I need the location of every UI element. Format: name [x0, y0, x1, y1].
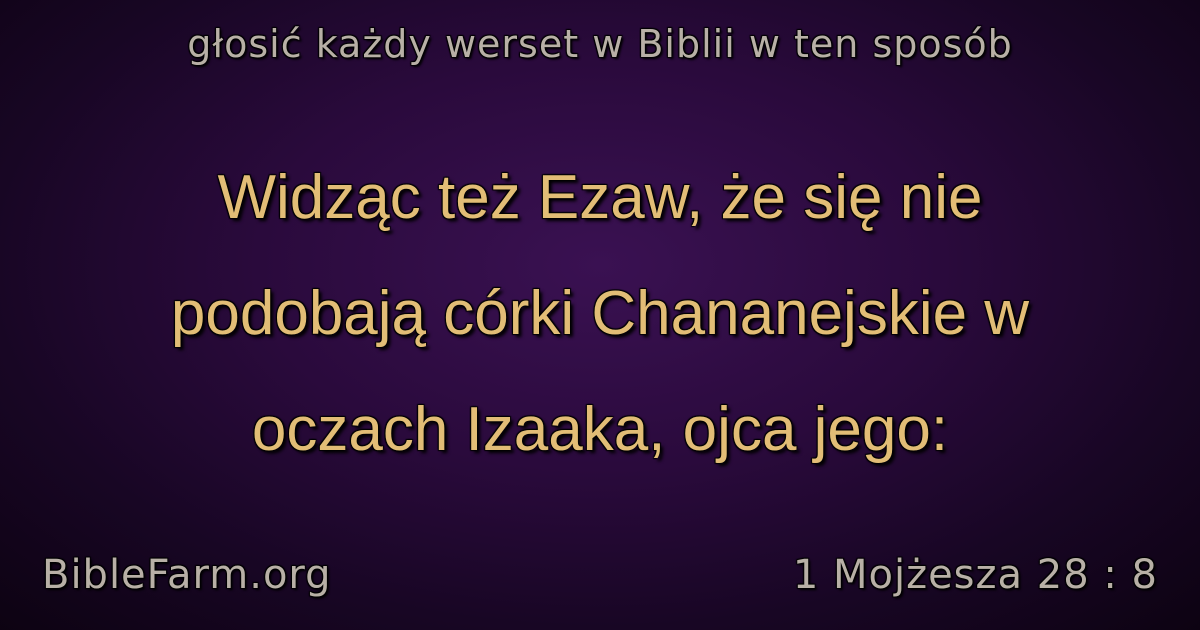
- verse-line-1: Widząc też Ezaw, że się nie: [217, 163, 983, 232]
- verse-reference: 1 Mojżesza 28 : 8: [792, 552, 1158, 598]
- verse-line-3: oczach Izaaka, ojca jego:: [251, 395, 949, 464]
- tagline: głosić każdy werset w Biblii w ten sposób: [187, 22, 1013, 66]
- verse-text: [60, 140, 1140, 488]
- verse-line-2: podobają córki Chananejskie w: [170, 279, 1030, 348]
- site-name: BibleFarm.org: [42, 552, 332, 598]
